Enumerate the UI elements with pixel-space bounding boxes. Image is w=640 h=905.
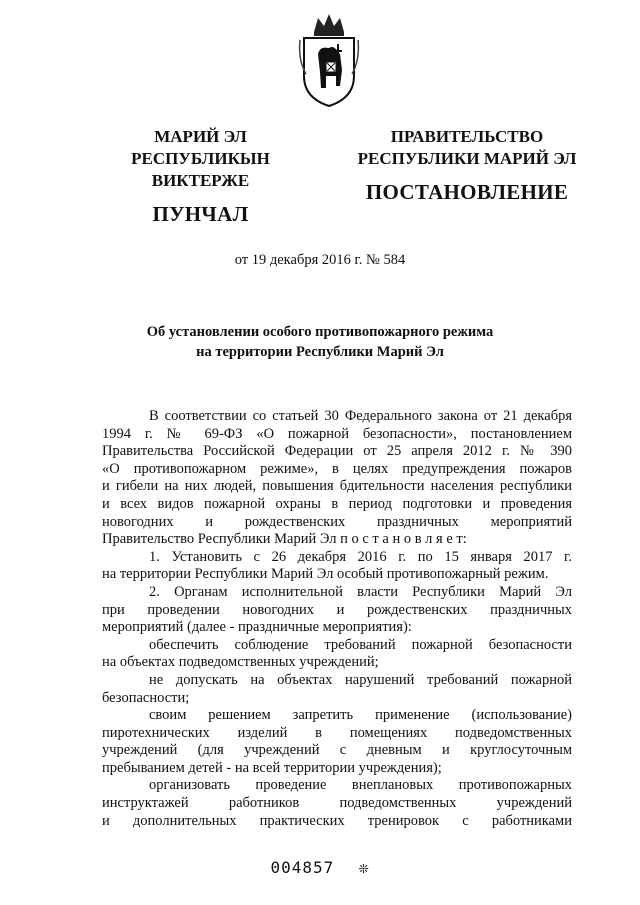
body-line: и дополнительных практических тренировок с работниками (102, 812, 572, 829)
coat-of-arms-icon (296, 10, 362, 110)
header-left-kind: ПУНЧАЛ (152, 202, 249, 226)
body-line: безопасности; (102, 689, 190, 706)
body-line: 2. Органам исполнительной власти Республики Марий Эл (149, 583, 572, 600)
header-left-line1: МАРИЙ ЭЛ РЕСПУБЛИКЫН (131, 127, 270, 168)
header-right-kind: ПОСТАНОВЛЕНИЕ (365, 180, 569, 204)
body-line: 1994 г. № 69-ФЗ «О пожарной безопасности», постановлением (102, 425, 572, 442)
body-line: «О противопожарном режиме», в целях предупреждения пожаров (102, 460, 572, 477)
body-line: обеспечить соблюдение требований пожарной безопасности (149, 636, 572, 653)
body-line: новогодних и рождественских праздничных мероприятий (102, 513, 572, 530)
body-line: 1. Установить с 26 декабря 2016 г. по 15 января 2017 г. (149, 548, 572, 565)
body-line: мероприятий (далее - праздничные мероприятия): (102, 619, 412, 636)
document-title (100, 322, 540, 362)
body-line: инструктажей работников подведомственных учреждений (102, 795, 572, 812)
title-line1: Об установлении особого противопожарного режима (146, 324, 494, 340)
title-line2: на территории Республики Марий Эл (196, 344, 444, 360)
body-line: и всех видов пожарной охраны в период подготовки и проведения (102, 495, 572, 512)
header-left-line2: ВИКТЕРЖЕ (151, 171, 250, 190)
body-line: и гибели на них людей, повышения бдительности населения республики (102, 478, 572, 495)
body-line: учреждений (для учреждений с дневным и круглосуточным (102, 742, 572, 759)
header-right-line1: ПРАВИТЕЛЬСТВО (390, 127, 544, 146)
ornament-icon: ❊ (358, 858, 370, 877)
header-right-line2: РЕСПУБЛИКИ МАРИЙ ЭЛ (357, 149, 577, 168)
body-line: на территории Республики Марий Эл особый противопожарный режим. (102, 566, 549, 583)
body-line: В соответствии со статьей 30 Федерального закона от 21 декабря (149, 408, 572, 424)
body-line: Правительство Республики Марий Эл п о с т а н о в л я е т: (102, 531, 467, 548)
document-footer (0, 858, 640, 877)
document-body (102, 408, 572, 830)
body-line: на объектах подведомственных учреждений; (102, 654, 379, 671)
body-line: своим решением запретить применение (использование) (149, 707, 572, 724)
document-date: от 19 декабря 2016 г. № 584 (234, 252, 406, 268)
header-right (357, 126, 577, 205)
body-line: пребыванием детей - на всей территории учреждения); (102, 759, 442, 776)
header-left (98, 126, 303, 227)
body-line: Правительства Российской Федерации от 25 апреля 2012 г. № 390 (102, 443, 572, 460)
serial-number: 004857 (270, 858, 335, 877)
body-line: не допускать на объектах нарушений требований пожарной (149, 671, 572, 688)
body-line: организовать проведение внеплановых противопожарных (149, 777, 572, 794)
body-line: при проведении новогодних и рождественских праздничных (102, 601, 572, 618)
body-line: пиротехнических изделий в помещениях подведомственных (102, 724, 572, 741)
